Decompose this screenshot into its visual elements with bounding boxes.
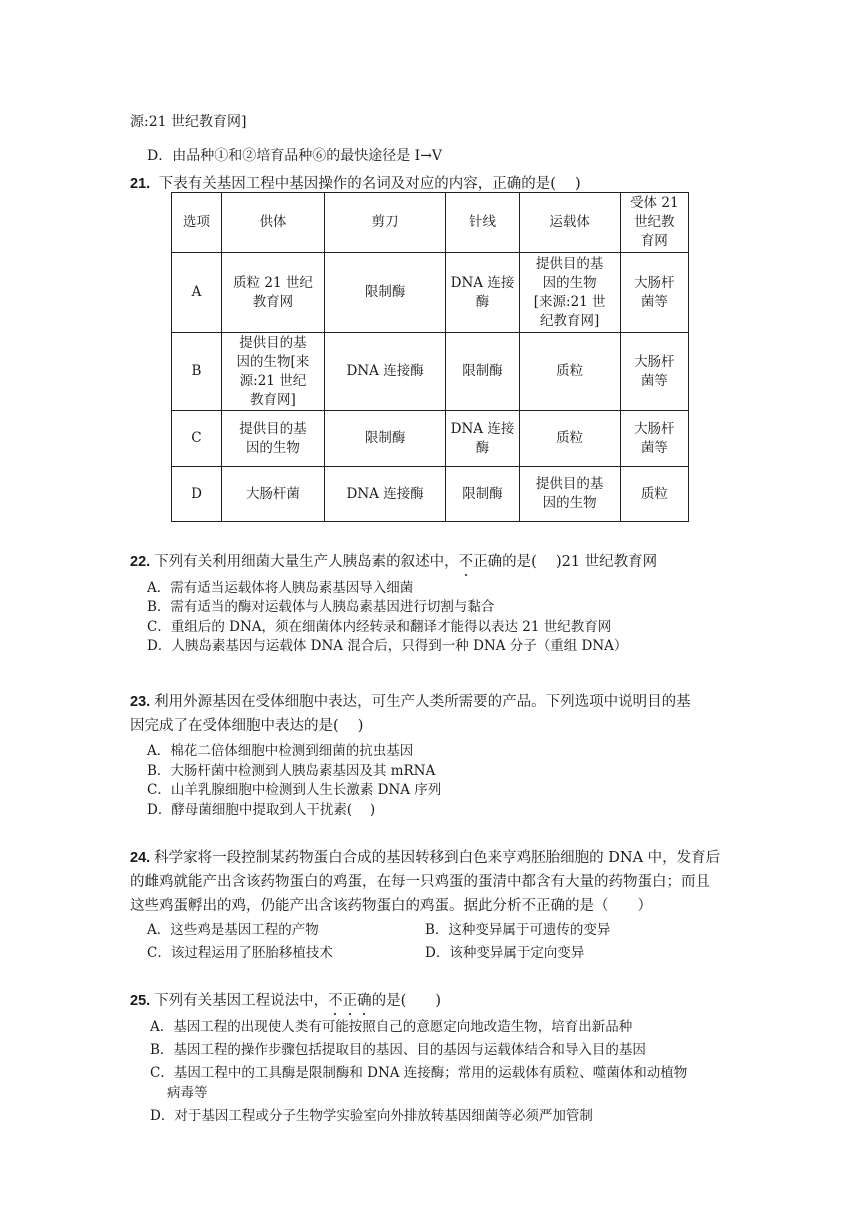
question-25-option-b: B．基因工程的操作步骤包括提取目的基因、目的基因与运载体结合和导入目的基因 [150, 1042, 646, 1058]
header-scissors: 剪刀 [324, 193, 445, 253]
table-cell: C [172, 411, 222, 467]
question-24-option-a: A．这些鸡是基因工程的产物 [147, 922, 319, 938]
question-24-option-c: C．该过程运用了胚胎移植技术 [147, 945, 333, 961]
question-23-option-b: B．大肠杆菌中检测到人胰岛素基因及其 mRNA [147, 763, 436, 779]
question-25-option-d: D．对于基因工程或分子生物学实验室向外排放转基因细菌等必须严加管制 [150, 1108, 593, 1124]
table-cell: 限制酶 [324, 253, 445, 333]
question-25-stem [130, 991, 441, 1011]
question-22-number: 22. [130, 554, 151, 570]
question-22-stem [130, 552, 657, 572]
question-23-number: 23. [130, 694, 151, 710]
question-25-text-b: 的是( ) [371, 993, 441, 1009]
question-25-option-c-line2: 病毒等 [167, 1085, 208, 1101]
question-23-stem-line2: 因完成了在受体细胞中表达的是( ) [130, 718, 364, 734]
table-cell: 提供目的基 因的生物 [221, 411, 324, 467]
table-row [172, 253, 689, 333]
header-vector: 运载体 [519, 193, 620, 253]
emphasis-dot-char: 不 [458, 554, 474, 570]
gene-operation-table [171, 192, 689, 522]
question-24-stem-line2: 的雌鸡就能产出含该药物蛋白的鸡蛋，在每一只鸡蛋的蛋清中都含有大量的药物蛋白；而且 [130, 874, 710, 890]
table-cell: DNA 连接酶 [324, 467, 445, 522]
emphasis-dot-char: 正 [342, 993, 358, 1009]
table-cell: D [172, 467, 222, 522]
table-cell: DNA 连接酶 [324, 333, 445, 411]
question-22-option-b: B．需有适当的酶对运载体与人胰岛素基因进行切割与黏合 [147, 599, 495, 615]
header-receptor: 受体 21 世纪教 育网 [620, 193, 688, 253]
table-cell: 提供目的基 因的生物 [519, 467, 620, 522]
question-22-option-c: C．重组后的 DNA，须在细菌体内经转录和翻译才能得以表达 21 世纪教育网 [147, 619, 612, 635]
question-22-option-a: A．需有适当运载体将人胰岛素基因导入细菌 [147, 580, 414, 596]
table-cell: 质粒 [519, 411, 620, 467]
table-cell: DNA 连接 酶 [446, 411, 519, 467]
question-24-text-1: 科学家将一段控制某药物蛋白合成的基因转移到白色来亨鸡胚胎细胞的 DNA 中，发育后 [154, 850, 721, 866]
prev-option-d: D．由品种①和②培育品种⑥的最快途径是 Ⅰ→Ⅴ [147, 148, 443, 164]
question-22-text-b: 正确的是( )21 世纪教育网 [473, 554, 658, 570]
table-cell: 大肠杆 菌等 [620, 253, 688, 333]
emphasis-dot-char: 不 [328, 993, 343, 1009]
header-option: 选项 [172, 193, 222, 253]
question-21-stem [130, 174, 581, 194]
question-24-option-d: D．该种变异属于定向变异 [425, 945, 585, 961]
question-23-stem-line1 [130, 692, 691, 712]
table-cell: 限制酶 [446, 333, 519, 411]
table-cell: 大肠杆菌 [221, 467, 324, 522]
question-24-stem-line3: 这些鸡蛋孵出的鸡，仍能产出含该药物蛋白的鸡蛋。据此分析不正确的是（ ） [130, 898, 652, 914]
table-row [172, 333, 689, 411]
question-23-option-c: C．山羊乳腺细胞中检测到人生长激素 DNA 序列 [147, 782, 442, 798]
table-row [172, 411, 689, 467]
question-23-option-d: D．酵母菌细胞中提取到人干扰素( ) [147, 802, 376, 818]
question-24-option-b: B．这种变异属于可遗传的变异 [425, 922, 611, 938]
table-cell: 限制酶 [324, 411, 445, 467]
table-cell: 质粒 21 世纪 教育网 [221, 253, 324, 333]
table-cell: 大肠杆 菌等 [620, 333, 688, 411]
question-25-option-a: A．基因工程的出现使人类有可能按照自己的意愿定向地改造生物，培育出新品种 [150, 1019, 633, 1035]
table-cell: 质粒 [519, 333, 620, 411]
table-row [172, 467, 689, 522]
question-23-text-1: 利用外源基因在受体细胞中表达，可生产人类所需要的产品。下列选项中说明目的基 [154, 694, 691, 710]
prev-question-tail: 源:21 世纪教育网] [130, 114, 247, 130]
question-25-text-a: 下列有关基因工程说法中， [154, 993, 329, 1009]
table-cell: 提供目的基 因的生物[来 源:21 世纪 教育网] [221, 333, 324, 411]
table-cell: 提供目的基 因的生物 [来源:21 世 纪教育网] [519, 253, 620, 333]
header-needle-thread: 针线 [446, 193, 519, 253]
question-24-number: 24. [130, 850, 151, 866]
header-donor: 供体 [221, 193, 324, 253]
table-cell: B [172, 333, 222, 411]
question-22-option-d: D．人胰岛素基因与运载体 DNA 混合后，只得到一种 DNA 分子（重组 DNA） [147, 638, 628, 654]
question-22-text-a: 下列有关利用细菌大量生产人胰岛素的叙述中， [154, 554, 459, 570]
question-24-stem-line1 [130, 848, 720, 868]
table-cell: 限制酶 [446, 467, 519, 522]
question-25-number: 25. [130, 993, 151, 1009]
question-21-text: 下表有关基因工程中基因操作的名词及对应的内容，正确的是( ) [158, 176, 581, 192]
emphasis-dot-char: 确 [357, 993, 372, 1009]
table-header-row [172, 193, 689, 253]
table-cell: 质粒 [620, 467, 688, 522]
question-23-option-a: A．棉花二倍体细胞中检测到细菌的抗虫基因 [147, 743, 414, 759]
question-25-option-c-line1: C．基因工程中的工具酶是限制酶和 DNA 连接酶；常用的运载体有质粒、噬菌体和动植物 [150, 1065, 688, 1081]
table-cell: DNA 连接 酶 [446, 253, 519, 333]
table-cell: A [172, 253, 222, 333]
table-cell: 大肠杆 菌等 [620, 411, 688, 467]
question-21-number: 21. [130, 176, 151, 192]
